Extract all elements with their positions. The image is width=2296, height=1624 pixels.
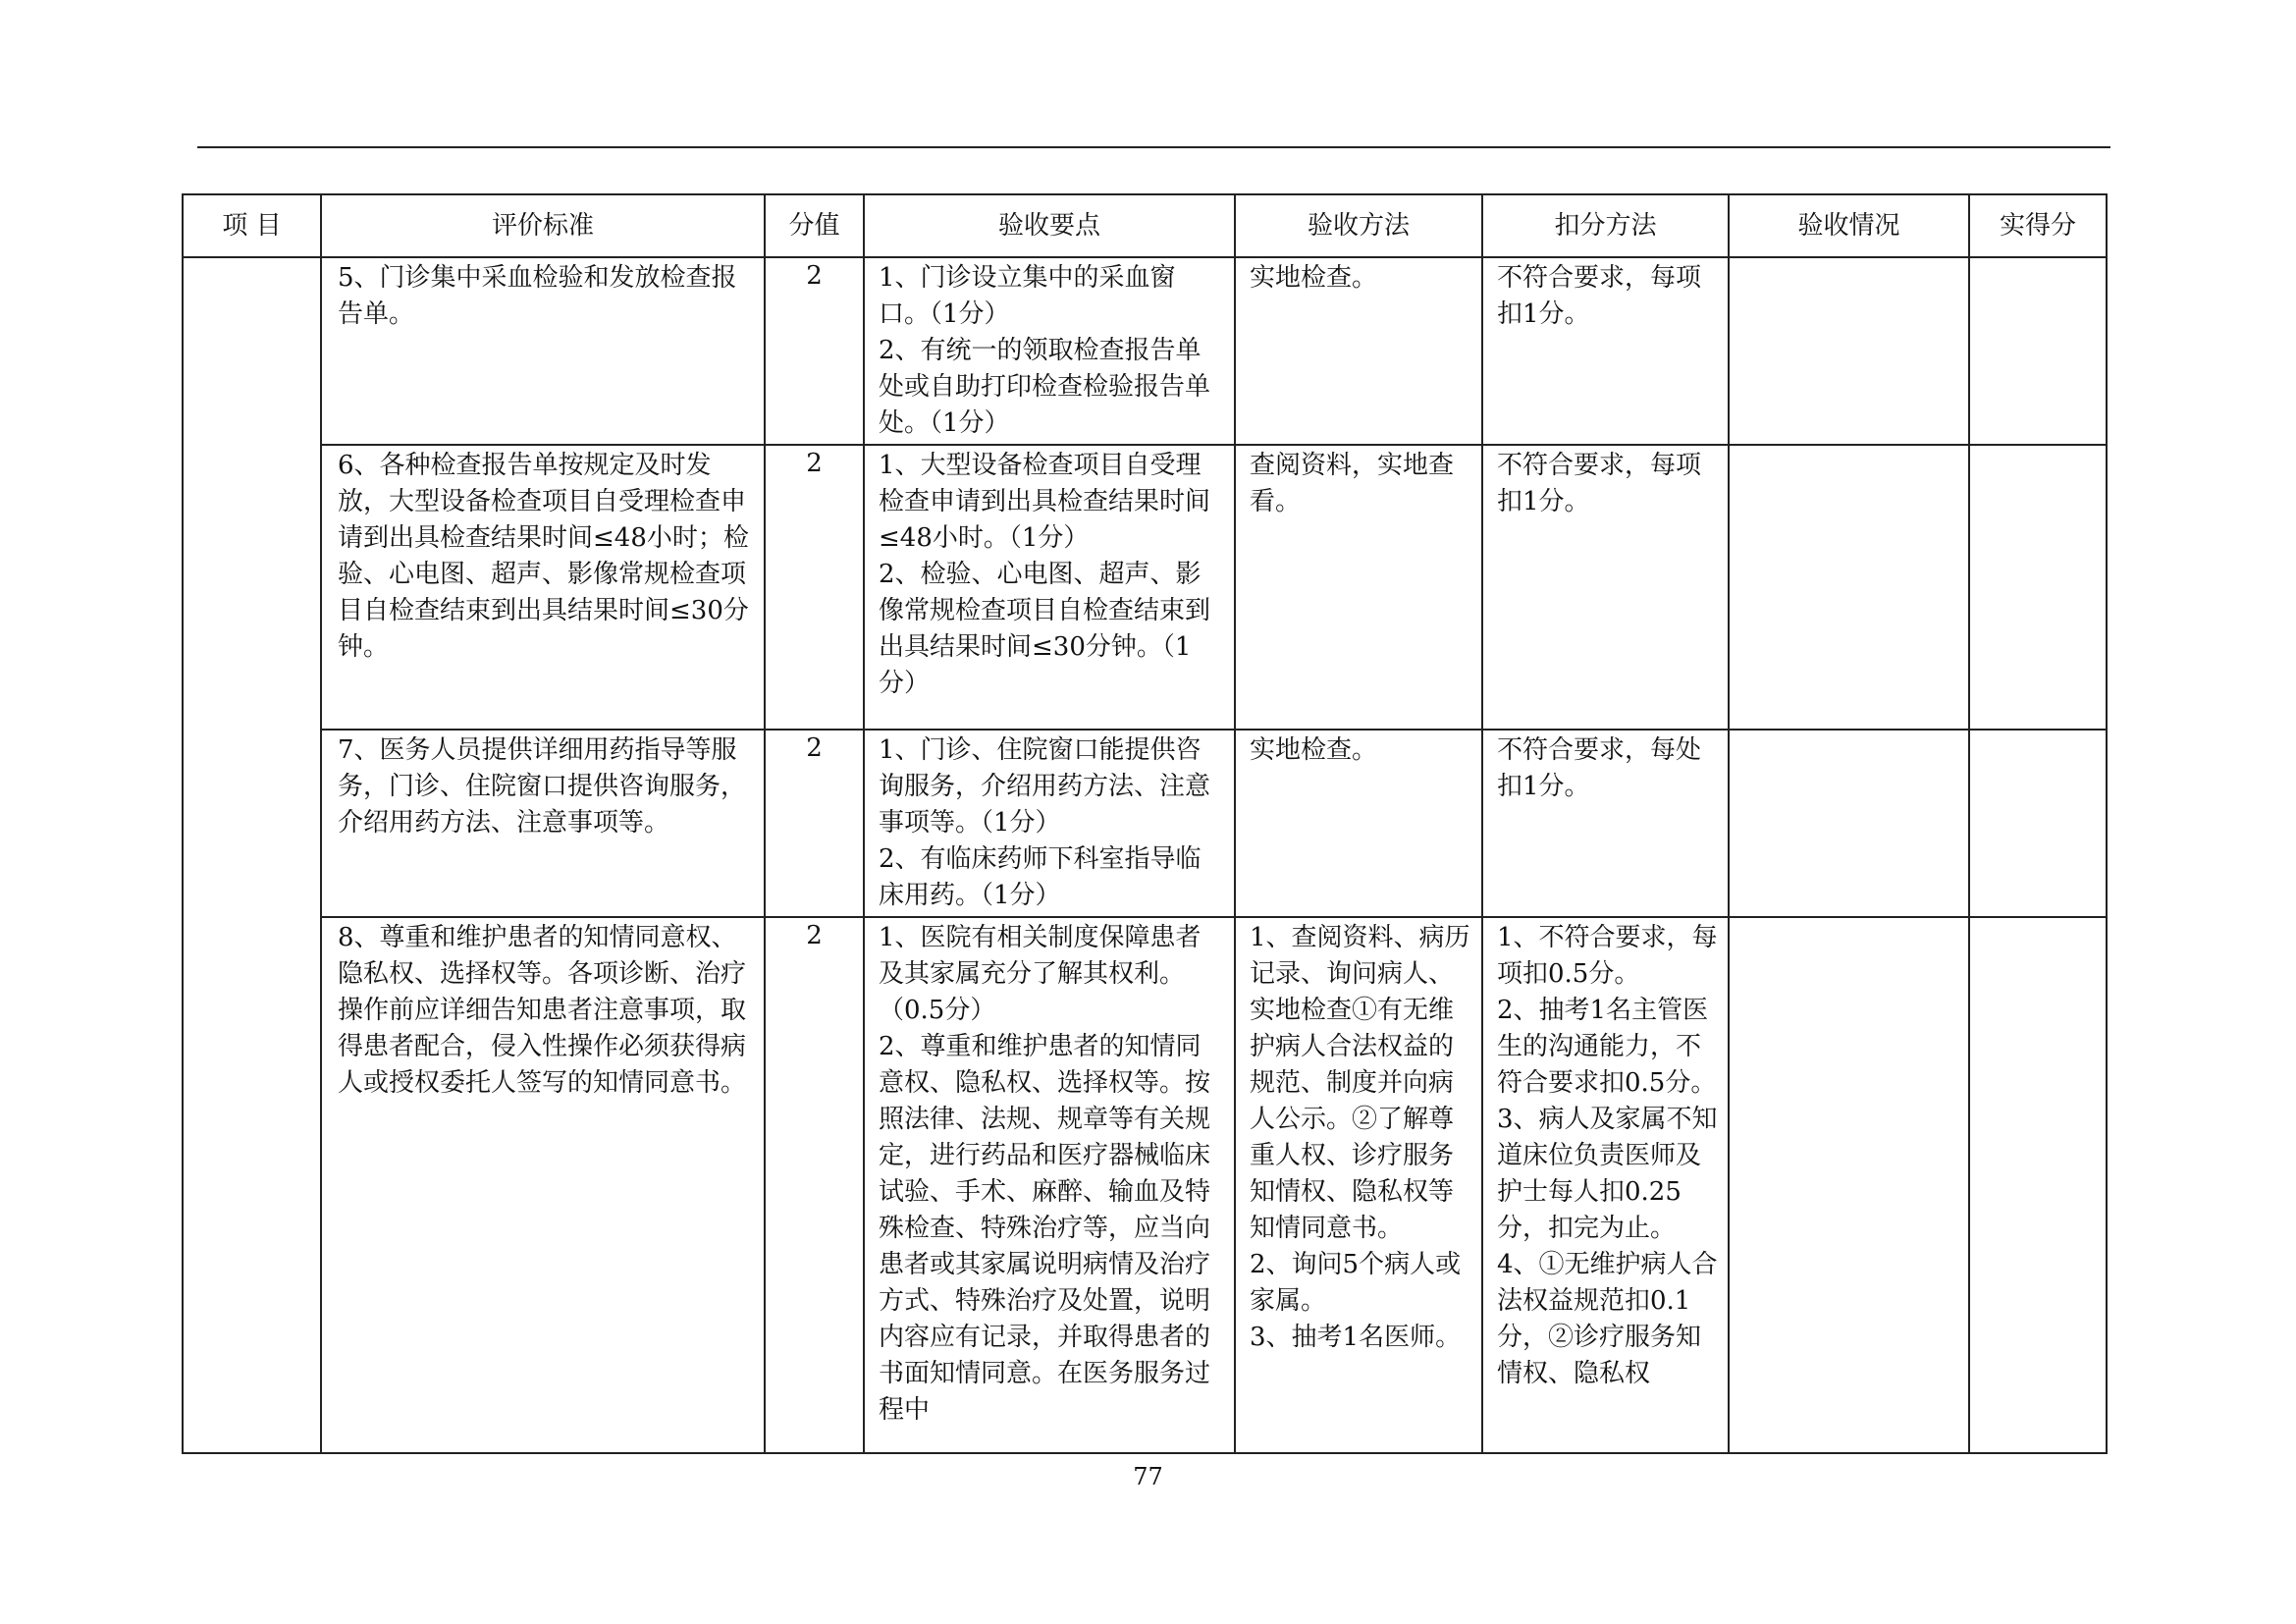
key-points-cell: [864, 917, 1235, 1453]
page-number: 77: [1133, 1463, 1163, 1490]
column-header-actual-score: 实得分: [1969, 194, 2107, 257]
project-cell: [183, 257, 321, 1453]
criteria-text: 8、尊重和维护患者的知情同意权、隐私权、选择权等。各项诊断、治疗操作前应详细告知患者注意事项，取得患者配合，侵入性操作必须获得病人或授权委托人签写的知情同意书。: [338, 923, 747, 1098]
method-cell: [1235, 917, 1482, 1453]
score-cell: 2: [765, 917, 864, 1453]
criteria-text: 6、各种检查报告单按规定及时发放，大型设备检查项目自受理检查申请到出具检查结果时间≤48小时；检验、心电图、超声、影像常规检查项目自检查结束到出具结果时间≤30分钟。: [338, 451, 749, 662]
criteria-cell: [321, 445, 765, 730]
deduction-cell: [1482, 445, 1729, 730]
score-cell: 2: [765, 257, 864, 445]
actual-score-cell: [1969, 445, 2107, 730]
key-points-text: 1、门诊设立集中的采血窗口。（1分） 2、有统一的领取检查报告单处或自助打印检查检验报告单处。（1分）: [879, 263, 1211, 438]
criteria-cell: [321, 257, 765, 445]
criteria-text: 7、医务人员提供详细用药指导等服务，门诊、住院窗口提供咨询服务，介绍用药方法、注意事项等。: [338, 735, 747, 838]
method-text: 1、查阅资料、病历记录、询问病人、实地检查①有无维护病人合法权益的规范、制度并向病人公示。②了解尊重人权、诊疗服务知情权、隐私权等知情同意书。 2、询问5个病人或家属。 3、抽考1名医师。: [1250, 923, 1470, 1352]
actual-score-cell: [1969, 257, 2107, 445]
table-row: [183, 445, 2107, 730]
deduction-text: 不符合要求，每项扣1分。: [1497, 263, 1702, 329]
column-header-key-points: 验收要点: [864, 194, 1235, 257]
column-header-method: 验收方法: [1235, 194, 1482, 257]
deduction-cell: [1482, 917, 1729, 1453]
actual-score-cell: [1969, 730, 2107, 917]
method-cell: [1235, 730, 1482, 917]
score-cell: 2: [765, 445, 864, 730]
deduction-text: 不符合要求，每处扣1分。: [1497, 735, 1702, 801]
table-row: [183, 730, 2107, 917]
score-cell: 2: [765, 730, 864, 917]
table-row: [183, 917, 2107, 1453]
key-points-text: 1、医院有相关制度保障患者及其家属充分了解其权利。（0.5分） 2、尊重和维护患者的知情同意权、隐私权、选择权等。按照法律、法规、规章等有关规定，进行药品和医疗器械临床试验、手术、麻醉、输血及特殊检查、特殊治疗等，应当向患者或其家属说明病情及治疗方式、特殊治疗及处置，说明内容应有记录，并取得患者的书面知情同意。在医务服务过程中: [879, 923, 1211, 1425]
key-points-text: 1、门诊、住院窗口能提供咨询服务，介绍用药方法、注意事项等。（1分） 2、有临床药师下科室指导临床用药。（1分）: [879, 735, 1211, 910]
column-header-criteria: 评价标准: [321, 194, 765, 257]
table-row: [183, 257, 2107, 445]
method-text: 查阅资料，实地查看。: [1250, 451, 1455, 516]
column-header-item: 项 目: [183, 194, 321, 257]
deduction-text: 不符合要求，每项扣1分。: [1497, 451, 1702, 516]
status-cell: [1729, 257, 1969, 445]
criteria-text: 5、门诊集中采血检验和发放检查报告单。: [338, 263, 737, 329]
evaluation-table: [182, 193, 2108, 1454]
deduction-cell: [1482, 257, 1729, 445]
criteria-cell: [321, 917, 765, 1453]
column-header-deduction: 扣分方法: [1482, 194, 1729, 257]
actual-score-cell: [1969, 917, 2107, 1453]
status-cell: [1729, 917, 1969, 1453]
status-cell: [1729, 445, 1969, 730]
method-cell: [1235, 257, 1482, 445]
column-header-status: 验收情况: [1729, 194, 1969, 257]
key-points-cell: [864, 257, 1235, 445]
criteria-cell: [321, 730, 765, 917]
method-text: 实地检查。: [1250, 735, 1378, 765]
table-header-row: [183, 194, 2107, 257]
deduction-cell: [1482, 730, 1729, 917]
key-points-cell: [864, 730, 1235, 917]
method-cell: [1235, 445, 1482, 730]
key-points-cell: [864, 445, 1235, 730]
key-points-text: 1、大型设备检查项目自受理检查申请到出具检查结果时间≤48小时。（1分） 2、检验、心电图、超声、影像常规检查项目自检查结束到出具结果时间≤30分钟。（1分）: [879, 451, 1211, 698]
status-cell: [1729, 730, 1969, 917]
column-header-score: 分值: [765, 194, 864, 257]
header-rule: [197, 146, 2110, 148]
deduction-text: 1、不符合要求，每项扣0.5分。 2、抽考1名主管医生的沟通能力，不符合要求扣0.5分。 3、病人及家属不知道床位负责医师及护士每人扣0.25分，扣完为止。 4、①无维护病人合法权益规范扣0.1分，②诊疗服务知情权、隐私权: [1497, 923, 1718, 1388]
method-text: 实地检查。: [1250, 263, 1378, 293]
